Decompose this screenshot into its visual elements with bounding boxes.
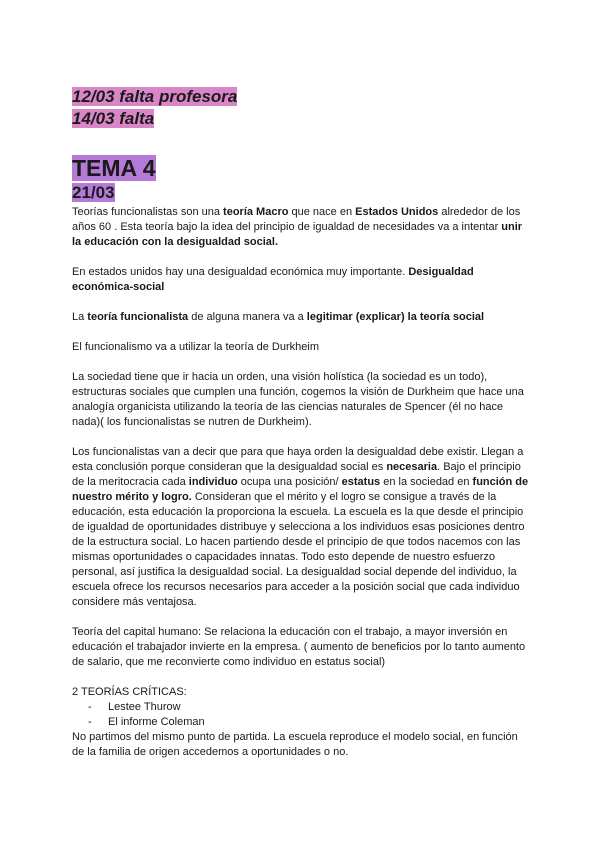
body-text — [72, 205, 530, 760]
paragraph-usa — [72, 265, 530, 295]
text: de alguna manera va a — [188, 311, 307, 323]
paragraph-durkheim: El funcionalismo va a utilizar la teoría de Durkheim — [72, 341, 320, 353]
bold-text: estatus — [341, 476, 381, 488]
critical-heading: 2 TEORÍAS CRÍTICAS: — [72, 686, 187, 698]
paragraph-functionalist — [72, 310, 530, 325]
section-date — [72, 183, 115, 203]
paragraph-human-capital: Teoría del capital humano: Se relaciona la educación con el trabajo, a mayor inversión en educación el trabajador invierte en la empresa. ( aumento de beneficios por lo tanto aumento de salario, que me reconvierte como individuo en estatus social) — [72, 626, 526, 668]
bold-text: teoría Macro — [223, 206, 289, 218]
bold-text: individuo — [188, 476, 238, 488]
text: La — [72, 311, 88, 323]
text: Los funcionalistas van a decir que para que haya orden la desigualdad debe existir. Llegan a esta conclusión porque consideran que la desigualdad social es — [72, 446, 524, 473]
paragraph-intro — [72, 205, 530, 250]
bold-text: legitimar (explicar) la teoría social — [306, 311, 485, 323]
paragraph-inequality — [72, 445, 530, 610]
bold-text: teoría funcionalista — [87, 311, 189, 323]
section-title — [72, 155, 156, 181]
note-highlight-1: 12/03 falta profesora — [72, 87, 238, 106]
note-line-1 — [72, 87, 237, 107]
bold-text: Desigualdad económica-social — [72, 266, 474, 293]
paragraph-society: La sociedad tiene que ir hacia un orden, una visión holística (la sociedad es un todo), estructuras sociales que cumplen una función, cogemos la visión de Durkheim que hace una analogía organicista utilizando la teoría de las ciencias naturales de Spencer (él no hace nada)( los funcionalistas se nutren de Durkheim). — [72, 371, 524, 428]
text: En estados unidos hay una desigualdad económica muy importante. — [72, 266, 409, 278]
note-line-2 — [72, 109, 154, 129]
section-title-highlight: TEMA 4 — [72, 155, 156, 181]
text: . Bajo el principio de la meritocracia cada — [72, 461, 521, 488]
bold-text: unir la educación con la desigualdad social. — [72, 221, 523, 248]
critical-list — [72, 700, 530, 730]
text: Consideran que el mérito y el logro se consigue a través de la educación, esta educación la proporciona la escuela. La escuela es la que desde el principio de igualdad de oportunidades distribuye y selecciona a los individuos esas posiciones dentro de la estructura social. Lo hacen partiendo desde el principio de que todos nacemos con las mismas oportunidades o capacidades innatas. Todo esto depende de nuestro esfuerzo personal, así justifica la desigualdad social. La desigualdad social depende del individuo, la escuela ofrece los recursos necesarios para acceder a la posición social que cada individuo considere más ventajosa. — [72, 491, 525, 608]
text: Teorías funcionalistas son una — [72, 206, 224, 218]
text: que nace en — [288, 206, 356, 218]
bold-text: necesaria — [386, 461, 438, 473]
list-item: - Lestee Thurow — [88, 700, 530, 715]
section-date-highlight: 21/03 — [72, 183, 115, 202]
text: en la sociedad en — [380, 476, 473, 488]
critical-closing: No partimos del mismo punto de partida. La escuela reproduce el modelo social, en función de la familia de origen accedemos a oportunidades o no. — [72, 731, 518, 758]
text: ocupa una posición/ — [237, 476, 342, 488]
list-item: - El informe Coleman — [88, 715, 530, 730]
note-highlight-2: 14/03 falta — [72, 109, 155, 128]
bold-text: Estados Unidos — [355, 206, 439, 218]
bold-text: función de nuestro mérito y logro. — [72, 476, 529, 503]
text: alrededor de los años 60 . Esta teoría bajo la idea del principio de igualdad de necesidades va a intentar — [72, 206, 521, 233]
